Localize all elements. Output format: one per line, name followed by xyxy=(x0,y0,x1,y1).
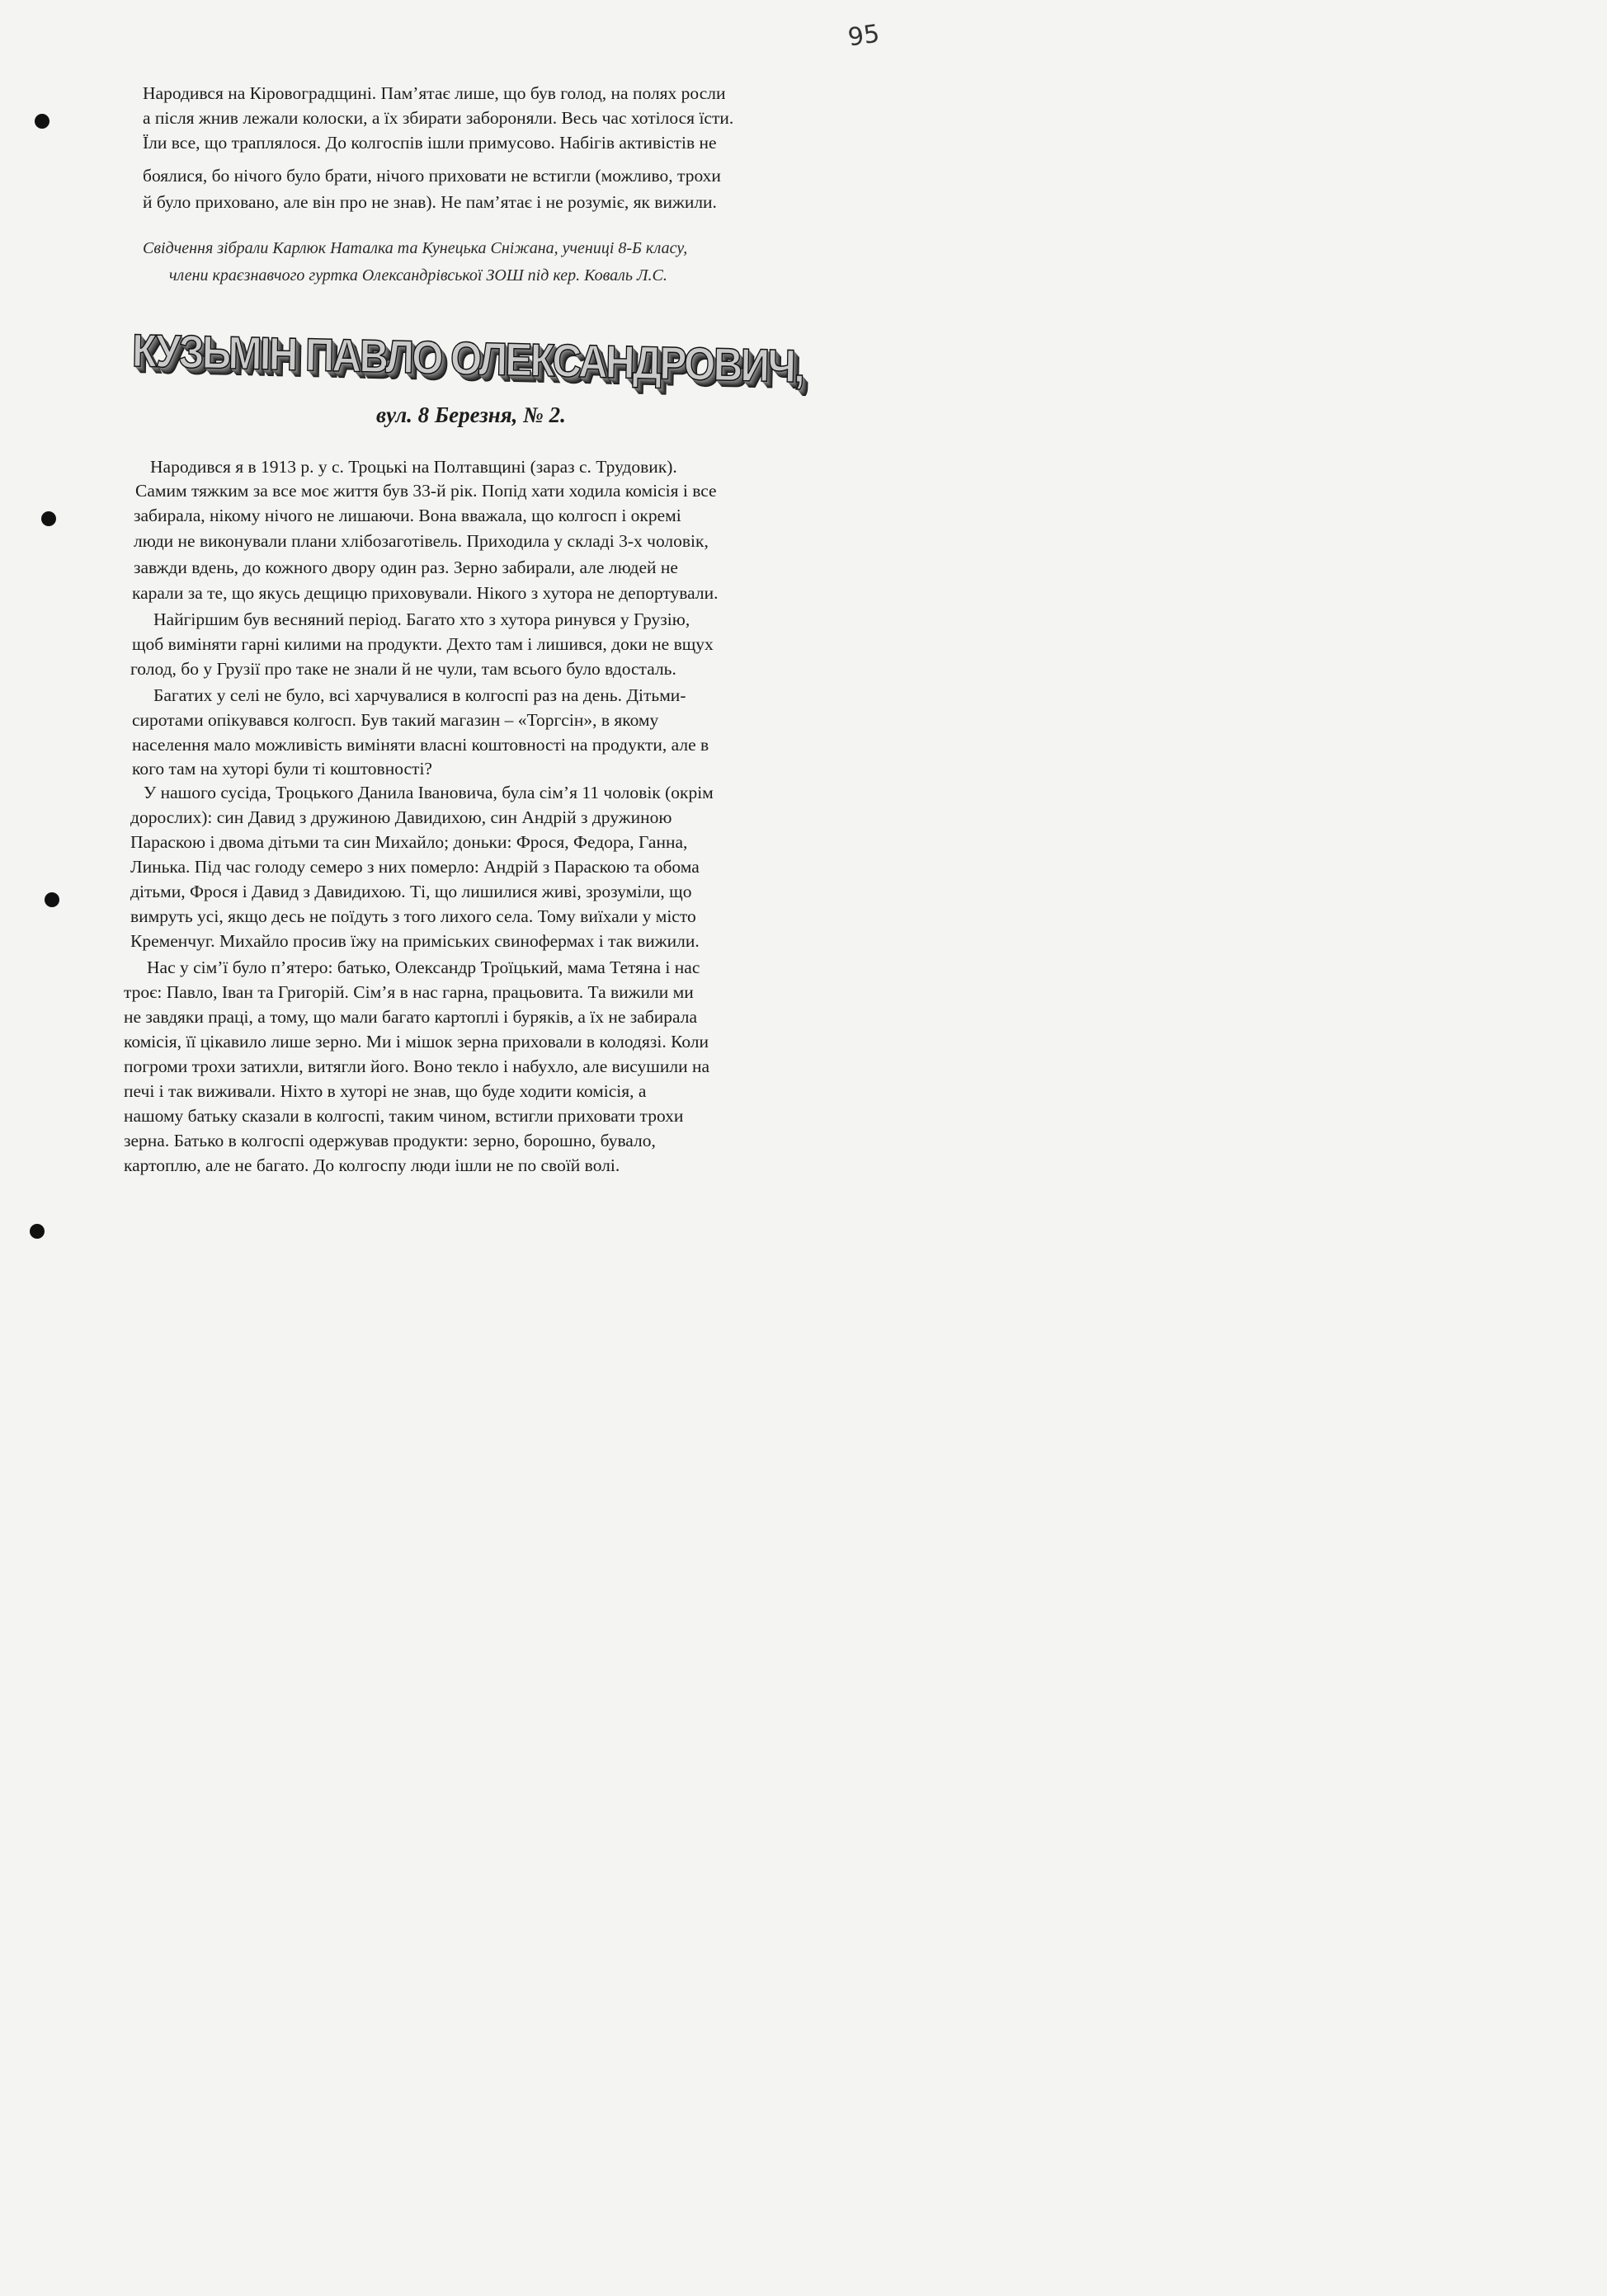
text-line: дітьми, Фрося і Давид з Давидихою. Ті, що лишилися живі, зрозуміли, що xyxy=(130,882,692,901)
punch-hole xyxy=(45,892,59,907)
punch-hole xyxy=(35,114,49,129)
text-line: Найгіршим був весняний період. Багато хто з хутора ринувся у Грузію, xyxy=(153,609,690,629)
text-line: зерна. Батько в колгоспі одержував продукти: зерно, борошно, бувало, xyxy=(124,1131,656,1150)
text-line: Народився на Кіровоградщині. Пам’ятає лише, що був голод, на полях росли xyxy=(143,83,726,103)
text-line: комісія, її цікавило лише зерно. Ми і мішок зерна приховали в колодязі. Коли xyxy=(124,1032,709,1052)
text-line: Линька. Під час голоду семеро з них померло: Андрій з Параскою та обома xyxy=(130,857,700,877)
text-line: кого там на хуторі були ті коштовності? xyxy=(132,759,432,779)
text-line: Їли все, що траплялося. До колгоспів ішли примусово. Набігів активістів не xyxy=(143,133,717,153)
text-line: боялися, бо нічого було брати, нічого приховати не встигли (можливо, трохи xyxy=(143,166,721,186)
text-line: картоплю, але не багато. До колгоспу люди ішли не по своїй волі. xyxy=(124,1155,620,1175)
page-number: 95 xyxy=(846,19,882,53)
text-line: забирала, нікому нічого не лишаючи. Вона вважала, що колгосп і окремі xyxy=(134,506,681,525)
address: вул. 8 Березня, № 2. xyxy=(376,402,566,427)
text-line: Кременчуг. Михайло просив їжу на приміських свинофермах і так вижили. xyxy=(130,931,700,951)
punch-hole xyxy=(30,1224,45,1239)
text-line: дорослих): син Давид з дружиною Давидихою, син Андрій з дружиною xyxy=(130,807,672,827)
text-line: нашому батьку сказали в колгоспі, таким чином, встигли приховати трохи xyxy=(124,1106,684,1126)
text-line: люди не виконували плани хлібозаготівель. Приходила у складі 3-х чоловік, xyxy=(134,531,709,551)
text-line: й було приховано, але він про не знав). Не пам’ятає і не розуміє, як вижили. xyxy=(143,192,717,212)
credit-line: члени краєзнавчого гуртка Олександрівської ЗОШ під кер. Коваль Л.С. xyxy=(169,266,667,285)
credit-line: Свідчення зібрали Карлюк Наталка та Кунецька Сніжана, учениці 8-Б класу, xyxy=(143,239,688,257)
text-line: Нас у сім’ї було п’ятеро: батько, Олександр Троїцький, мама Тетяна і нас xyxy=(147,957,700,977)
text-line: У нашого сусіда, Троцького Данила Івановича, була сім’я 11 чоловік (окрім xyxy=(144,783,714,802)
text-line: Параскою і двома дітьми та син Михайло; доньки: Фрося, Федора, Ганна, xyxy=(130,832,688,852)
text-line: не завдяки праці, а тому, що мали багато картоплі і буряків, а їх не забирала xyxy=(124,1007,698,1027)
text-line: вимруть усі, якщо десь не поїдуть з того лихого села. Тому виїхали у місто xyxy=(130,906,696,926)
text-line: щоб виміняти гарні килими на продукти. Дехто там і лишився, доки не вщух xyxy=(132,634,714,654)
text-line: карали за те, що якусь дещицю приховували. Нікого з хутора не депортували. xyxy=(132,583,719,603)
text-line: печі і так виживали. Ніхто в хуторі не знав, що буде ходити комісія, а xyxy=(124,1081,647,1101)
person-heading: КУЗЬМІН ПАВЛО ОЛЕКСАНДРОВИЧ, xyxy=(131,324,804,393)
text-line: завжди вдень, до кожного двору один раз. Зерно забирали, але людей не xyxy=(134,558,678,577)
text-line: голод, бо у Грузії про таке не знали й не чули, там всього було вдосталь. xyxy=(130,659,676,679)
text-line: Багатих у селі не було, всі харчувалися в колгоспі раз на день. Дітьми- xyxy=(153,685,686,705)
text-line: а після жнив лежали колоски, а їх збирати забороняли. Весь час хотілося їсти. xyxy=(143,108,734,128)
text-line: Самим тяжким за все моє життя був 33-й рік. Попід хати ходила комісія і все xyxy=(135,481,717,501)
text-line: сиротами опікувався колгосп. Був такий магазин – «Торгсін», в якому xyxy=(132,710,659,730)
text-line: троє: Павло, Іван та Григорій. Сім’я в нас гарна, працьовита. Та вижили ми xyxy=(124,982,694,1002)
text-line: Народився я в 1913 р. у с. Троцькі на Полтавщині (зараз с. Трудовик). xyxy=(150,457,677,477)
text-line: погроми трохи затихли, витягли його. Воно текло і набухло, але висушили на xyxy=(124,1056,710,1076)
punch-hole xyxy=(41,511,56,526)
text-line: населення мало можливість виміняти власні коштовності на продукти, але в xyxy=(132,735,709,755)
